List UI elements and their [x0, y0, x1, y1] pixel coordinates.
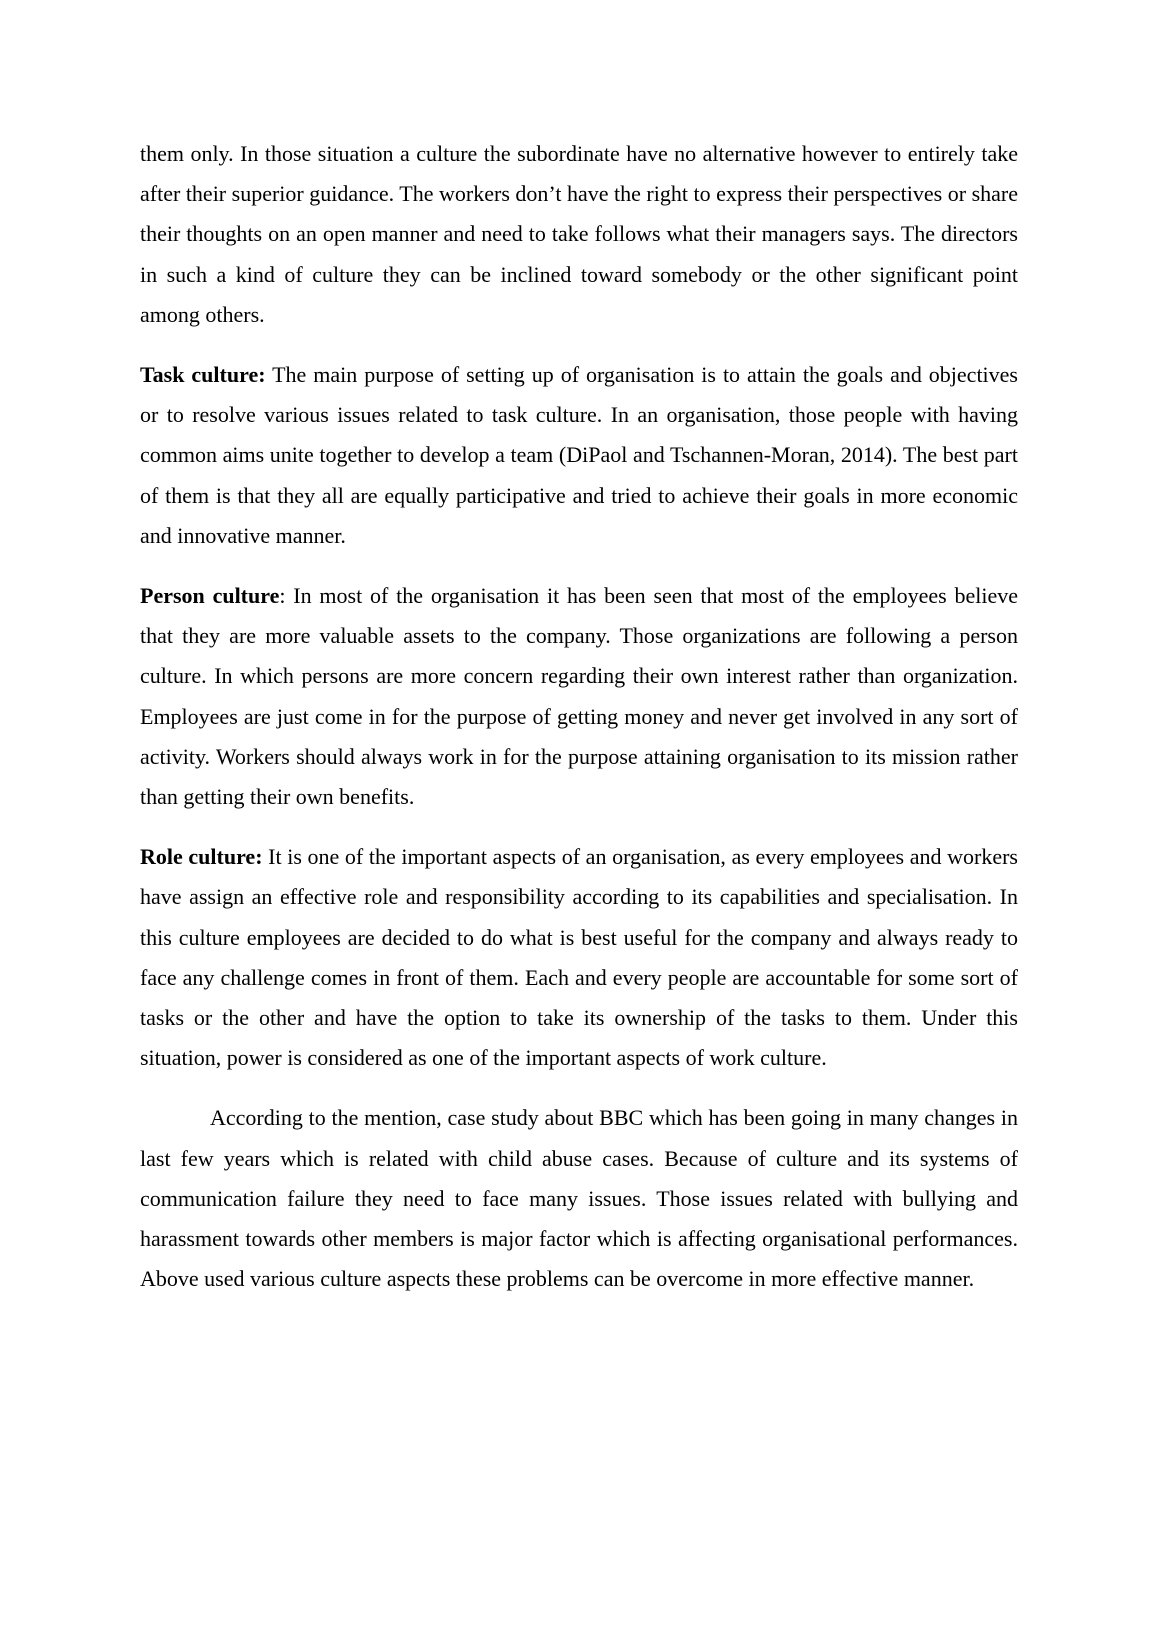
paragraph-text: It is one of the important aspects of an organisation, as every employees and workers have assign an effective role and responsibility according to its capabilities and specialisation. In this culture employees are decided to do what is best useful for the company and always ready to face any challenge comes in front of them. Each and every people are accountable for some sort of tasks or the other and have the option to take its ownership of the tasks to them. Under this situation, power is considered as one of the important aspects of work culture. [140, 844, 1018, 1071]
paragraph-continuation [140, 134, 1018, 335]
paragraph-task-culture [140, 355, 1018, 556]
paragraph-text: The main purpose of setting up of organisation is to attain the goals and objectives or to resolve various issues related to task culture. In an organisation, those people with having common aims unite together to develop a team (DiPaol and Tschannen-Moran, 2014). The best part of them is that they all are equally participative and tried to achieve their goals in more economic and innovative manner. [140, 362, 1018, 548]
paragraph-role-culture [140, 837, 1018, 1078]
paragraph-text: According to the mention, case study about BBC which has been going in many changes in last few years which is related with child abuse cases. Because of culture and its systems of communication failure they need to face many issues. Those issues related with bullying and harassment towards other members is major factor which is affecting organisational performances. Above used various culture aspects these problems can be overcome in more effective manner. [140, 1105, 1018, 1292]
paragraph-heading: Role culture: [140, 844, 263, 870]
paragraph-conclusion [140, 1098, 1018, 1299]
paragraph-heading: Task culture: [140, 362, 266, 388]
paragraph-heading: Person culture [140, 583, 280, 609]
paragraph-text: : In most of the organisation it has been seen that most of the employees believe that they are more valuable assets to the company. Those organizations are following a person culture. In which persons are more concern regarding their own interest rather than organization. Employees are just come in for the purpose of getting money and never get involved in any sort of activity. Workers should always work in for the purpose attaining organisation to its mission rather than getting their own benefits. [140, 583, 1018, 810]
paragraph-person-culture [140, 576, 1018, 817]
paragraph-text: them only. In those situation a culture the subordinate have no alternative however to entirely take after their superior guidance. The workers don’t have the right to express their perspectives or share their thoughts on an open manner and need to take follows what their managers says. The directors in such a kind of culture they can be inclined toward somebody or the other significant point among others. [140, 141, 1018, 327]
document-page [140, 134, 1018, 1319]
